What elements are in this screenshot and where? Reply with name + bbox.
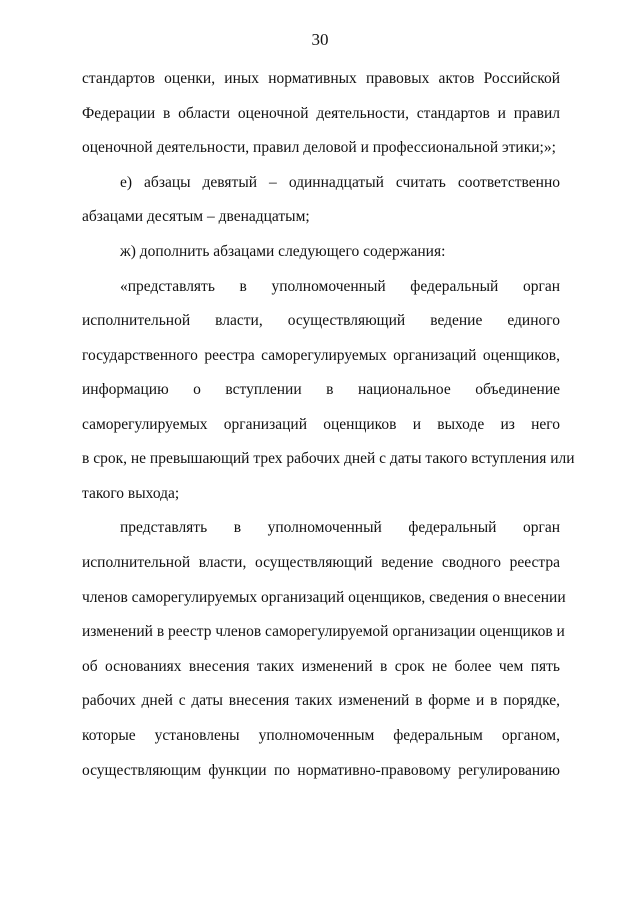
text-line: саморегулируемых организаций оценщиков и выходе из него [82, 416, 560, 433]
text-line: такого выхода; [82, 485, 180, 502]
text-line: об основаниях внесения таких изменений в срок не более чем пять [82, 658, 560, 675]
text-line: членов саморегулируемых организаций оценщиков, сведения о внесении [82, 589, 566, 606]
text-line: которые установлены уполномоченным федеральным органом, [82, 727, 560, 744]
text-line: изменений в реестр членов саморегулируемой организации оценщиков и [82, 623, 565, 640]
text-line: ж) дополнить абзацами следующего содержания: [120, 243, 446, 260]
text-line: абзацами десятым – двенадцатым; [82, 208, 310, 225]
text-line: «представлять в уполномоченный федеральный орган [120, 278, 560, 295]
text-line: осуществляющим функции по нормативно-правовому регулированию [82, 762, 560, 779]
text-line: в срок, не превышающий трех рабочих дней с даты такого вступления или [82, 450, 575, 467]
text-line: стандартов оценки, иных нормативных правовых актов Российской [82, 70, 560, 87]
text-line: оценочной деятельности, правил деловой и профессиональной этики;»; [82, 139, 556, 156]
text-line: исполнительной власти, осуществляющий ведение единого [82, 312, 560, 329]
text-line: исполнительной власти, осуществляющий ведение сводного реестра [82, 554, 560, 571]
text-line: представлять в уполномоченный федеральный орган [120, 519, 560, 536]
text-line: Федерации в области оценочной деятельности, стандартов и правил [82, 105, 560, 122]
text-line: информацию о вступлении в национальное объединение [82, 381, 560, 398]
text-line: е) абзацы девятый – одиннадцатый считать соответственно [120, 174, 560, 191]
page-number: 30 [311, 30, 329, 49]
text-line: рабочих дней с даты внесения таких изменений в форме и в порядке, [82, 692, 560, 709]
text-line: государственного реестра саморегулируемых организаций оценщиков, [82, 347, 560, 364]
